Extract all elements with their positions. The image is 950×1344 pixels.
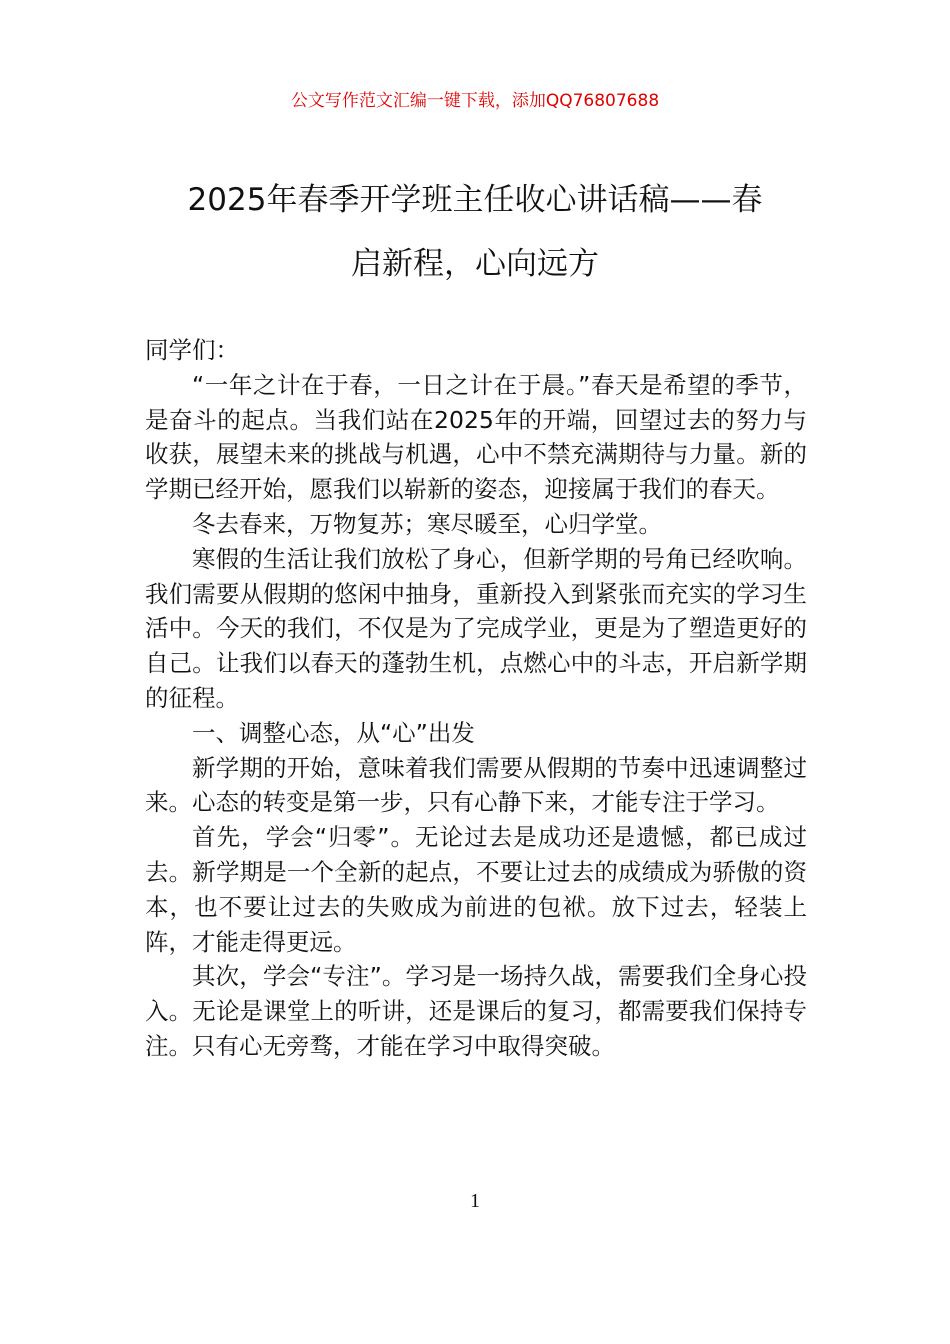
paragraph: 其次，学会“专注”。学习是一场持久战，需要我们全身心投入。无论是课堂上的听讲，还是课后的复习，都需要我们保持专注。只有心无旁骛，才能在学习中取得突破。 xyxy=(145,962,807,1060)
document-title xyxy=(130,168,820,296)
paragraph: 冬去春来，万物复苏；寒尽暖至，心归学堂。 xyxy=(192,509,662,538)
document-body xyxy=(145,333,807,1064)
section-heading: 一、调整心态，从“心”出发 xyxy=(192,718,475,747)
salutation: 同学们： xyxy=(145,336,239,364)
title-line-2: 启新程，心向远方 xyxy=(351,246,599,282)
paragraph: 新学期的开始，意味着我们需要从假期的节奏中迅速调整过来。心态的转变是第一步，只有心静下来，才能专注于学习。 xyxy=(145,753,807,817)
paragraph: 寒假的生活让我们放松了身心，但新学期的号角已经吹响。我们需要从假期的悠闲中抽身，重新投入到紧张而充实的学习生活中。今天的我们，不仅是为了完成学业，更是为了塑造更好的自己。让我们以春天的蓬勃生机，点燃心中的斗志，开启新学期的征程。 xyxy=(145,544,807,712)
download-notice: 公文写作范文汇编一键下载，添加QQ76807688 xyxy=(290,91,660,111)
paragraph: 首先，学会“归零”。无论过去是成功还是遗憾，都已成过去。新学期是一个全新的起点，不要让过去的成绩成为骄傲的资本，也不要让过去的失败成为前进的包袱。放下过去，轻装上阵，才能走得更远。 xyxy=(145,823,807,956)
page-number: 1 xyxy=(470,1190,480,1212)
title-line-1: 2025年春季开学班主任收心讲话稿——春 xyxy=(187,182,763,218)
paragraph: “一年之计在于春，一日之计在于晨。”春天是希望的季节，是奋斗的起点。当我们站在2025年的开端，回望过去的努力与收获，展望未来的挑战与机遇，心中不禁充满期待与力量。新的学期已经开始，愿我们以崭新的姿态，迎接属于我们的春天。 xyxy=(145,370,807,504)
